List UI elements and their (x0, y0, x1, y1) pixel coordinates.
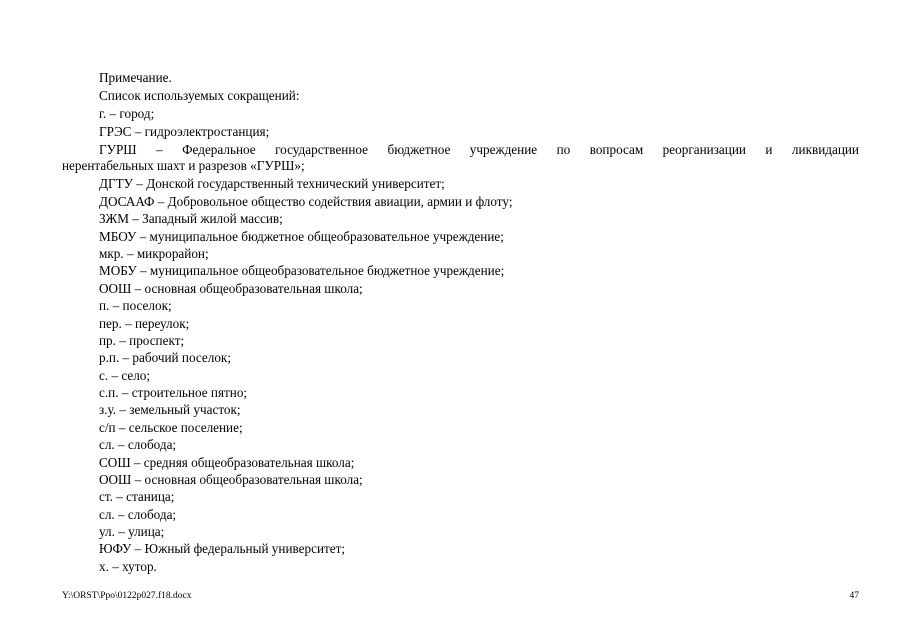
abbreviation-item: ЗЖМ – Западный жилой массив; (99, 211, 283, 226)
abbreviation-item: МОБУ – муниципальное общеобразовательное бюджетное учреждение; (99, 263, 505, 278)
abbreviation-item: сл. – слобода; (99, 507, 177, 522)
abbreviations-intro: Список используемых сокращений: (99, 88, 300, 103)
abbreviation-item: ООШ – основная общеобразовательная школа; (99, 472, 363, 487)
abbreviation-item: ул. – улица; (99, 524, 165, 539)
footer-file-path: Y:\ORST\Ppo\0122p027.f18.docx (62, 591, 192, 601)
abbreviation-item: р.п. – рабочий поселок; (99, 350, 231, 365)
abbreviation-item: п. – поселок; (99, 298, 172, 313)
abbreviation-item: ДГТУ – Донской государственный технический университет; (99, 176, 445, 191)
abbreviation-item: ЮФУ – Южный федеральный университет; (99, 541, 346, 556)
abbreviation-item: мкр. – микрорайон; (99, 246, 209, 261)
abbreviation-item: МБОУ – муниципальное бюджетное общеобразовательное учреждение; (99, 229, 504, 244)
abbreviation-item-continuation: нерентабельных шахт и разрезов «ГУРШ»; (62, 158, 305, 173)
abbreviation-item: пер. – переулок; (99, 316, 190, 331)
abbreviation-item: ГУРШ – Федеральное государственное бюджетное учреждение по вопросам реорганизации и ликвидации (99, 142, 859, 157)
abbreviation-item: с/п – сельское поселение; (99, 420, 243, 435)
abbreviation-item: г. – город; (99, 106, 155, 121)
page-number: 47 (849, 591, 859, 601)
abbreviation-item: СОШ – средняя общеобразовательная школа; (99, 455, 355, 470)
abbreviation-item: ООШ – основная общеобразовательная школа; (99, 281, 363, 296)
abbreviation-item: х. – хутор. (99, 559, 157, 574)
abbreviation-item: ГРЭС – гидроэлектростанция; (99, 124, 270, 139)
abbreviation-item: ДОСААФ – Добровольное общество содействия авиации, армии и флоту; (99, 194, 513, 209)
abbreviation-item: з.у. – земельный участок; (99, 402, 241, 417)
abbreviation-item: с.п. – строительное пятно; (99, 385, 248, 400)
abbreviation-item: сл. – слобода; (99, 437, 177, 452)
abbreviation-item: ст. – станица; (99, 489, 175, 504)
abbreviation-item: пр. – проспект; (99, 333, 185, 348)
abbreviation-item: с. – село; (99, 368, 151, 383)
note-heading: Примечание. (99, 70, 172, 85)
